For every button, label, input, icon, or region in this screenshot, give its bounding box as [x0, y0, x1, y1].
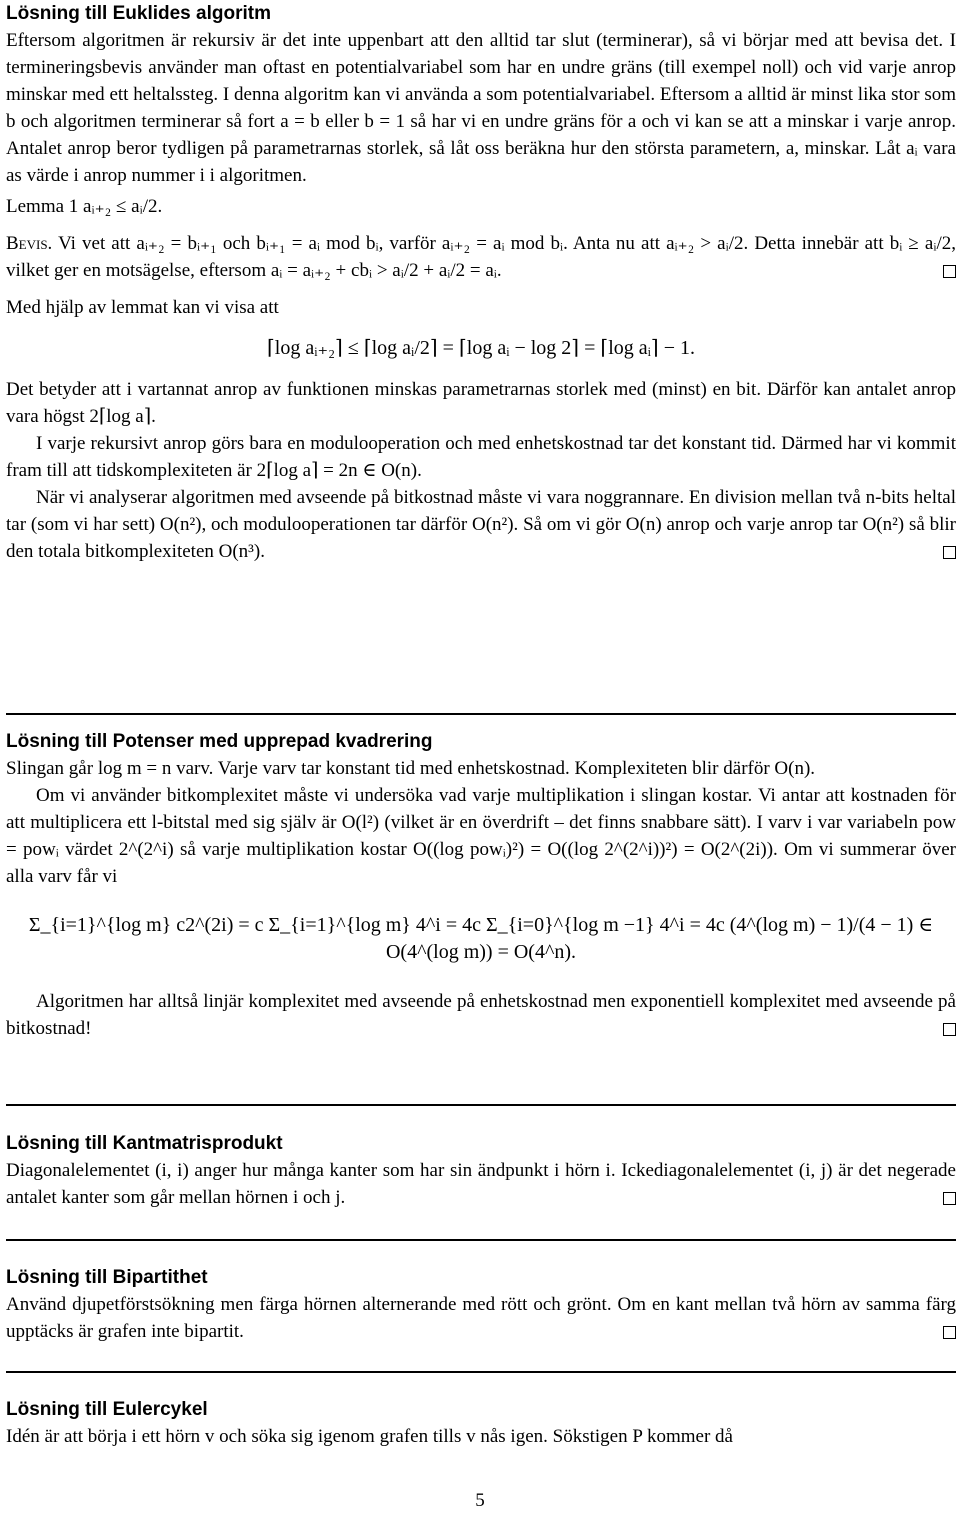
section-title: Lösning till Bipartithet [6, 1267, 208, 1288]
section-title: Lösning till Euklides algoritm [6, 3, 271, 24]
section-eulercykel [6, 1396, 956, 1450]
separator [6, 1371, 956, 1373]
section-title: Lösning till Potenser med upprepad kvadrering [6, 731, 433, 752]
qed-icon [943, 1192, 956, 1205]
paragraph-text: Använd djupetförstsökning men färga hörnen alternerande med rött och grönt. Om en kant mellan två hörn av samma färg upptäcks är grafen inte bipartit. [6, 1294, 956, 1342]
paragraph-text: När vi analyserar algoritmen med avseende på bitkostnad måste vi vara noggrannare. En division mellan två n-bits heltal tar (som vi har sett) O(n²), och modulooperationen tar därför O(n²). Så om vi gör O(n) anrop och varje anrop tar O(n²) så blir den totala bitkomplexiteten O(n³). [6, 487, 956, 562]
paragraph [6, 484, 956, 565]
section-title: Lösning till Kantmatrisprodukt [6, 1133, 283, 1154]
lemma: Lemma 1 aᵢ₊₂ ≤ aᵢ/2. [6, 196, 163, 217]
section-title: Lösning till Eulercykel [6, 1399, 208, 1420]
section-potenser [6, 728, 956, 1042]
qed-icon [943, 1326, 956, 1339]
paragraph: Med hjälp av lemmat kan vi visa att [6, 297, 279, 318]
paragraph: I varje rekursivt anrop görs bara en modulooperation och med enhetskostnad tar det konstant tid. Därmed har vi kommit fram till att tidskomplexiteten är 2⌈log a⌉ = 2n ∈ O(n). [6, 433, 956, 481]
qed-icon [943, 546, 956, 559]
qed-icon [943, 265, 956, 278]
paragraph: Det betyder att i vartannat anrop av funktionen minskas parametrarnas storlek med (minst) en bit. Därför kan antalet anrop vara högst 2⌈log a⌉. [6, 379, 956, 427]
section-bipartithet [6, 1264, 956, 1345]
paragraph [6, 1157, 956, 1211]
paragraph: Idén är att börja i ett hörn v och söka sig igenom grafen tills v nås igen. Sökstigen P kommer då [6, 1426, 733, 1447]
separator [6, 1104, 956, 1106]
equation: Σ_{i=1}^{log m} c2^(2i) = c Σ_{i=1}^{log m} 4^i = 4c Σ_{i=0}^{log m −1} 4^i = 4c (4^(log m) − 1)/(4 − 1) ∈ O(4^(log m)) = O(4^n). [28, 914, 934, 963]
proof-text: Vi vet att aᵢ₊₂ = bᵢ₊₁ och bᵢ₊₁ = aᵢ mod bᵢ, varför aᵢ₊₂ = aᵢ mod bᵢ. Anta nu att aᵢ₊₂ > aᵢ/2. Detta innebär att bᵢ ≥ aᵢ/2, vilket ger en motsägelse, eftersom aᵢ = aᵢ₊₂ + cbᵢ > aᵢ/2 + aᵢ/2 = aᵢ. [6, 233, 956, 281]
paragraph: Eftersom algoritmen är rekursiv är det inte uppenbart att den alltid tar slut (terminerar), så vi börjar med att bevisa det. I termineringsbevis använder man oftast en potentialvariabel som har en undre gräns (till exempel noll) och vid varje anrop minskar med ett heltalssteg. I denna algoritm kan vi använda a som potentialvariabel. Eftersom a alltid är minst lika stor som b och algoritmen terminerar så fort a = b eller b = 1 så har vi en undre gräns för a och vi kan se att a minskar i varje anrop. Antalet anrop beror tydligen på parametrarnas storlek, så låt oss beräkna hur den största parametern, a, minskar. Låt aᵢ vara as värde i anrop nummer i i algoritmen. [6, 30, 956, 186]
equation: ⌈log aᵢ₊₂⌉ ≤ ⌈log aᵢ/2⌉ = ⌈log aᵢ − log 2⌉ = ⌈log aᵢ⌉ − 1. [267, 337, 695, 359]
section-euklides [6, 0, 956, 565]
separator [6, 713, 956, 715]
paragraph-text: Diagonalelementet (i, i) anger hur många kanter som har sin ändpunkt i hörn i. Ickediagonalelementet (i, j) är det negerade antalet kanter som går mellan hörnen i och j. [6, 1160, 956, 1208]
qed-icon [943, 1023, 956, 1036]
paragraph-text: Algoritmen har alltså linjär komplexitet med avseende på enhetskostnad men exponentiell komplexitet med avseende på bitkostnad! [6, 991, 956, 1039]
paragraph [6, 988, 956, 1042]
separator [6, 1239, 956, 1241]
paragraph: Om vi använder bitkomplexitet måste vi undersöka vad varje multiplikation i slingan kostar. Vi antar att kostnaden för att multiplicera ett l-bitstal med sig själv är O(l²) (vilket är en överdrift – det finns snabbare sätt). I varv i var variabeln pow = powᵢ värdet 2^(2^i) så varje multiplikation kostar O((log powᵢ)²) = O((log 2^(2^i))²) = O(2^(2i)). Om vi summerar över alla varv får vi [6, 785, 956, 887]
section-kantmatris [6, 1130, 956, 1211]
paragraph: Slingan går log m = n varv. Varje varv tar konstant tid med enhetskostnad. Komplexiteten blir därför O(n). [6, 758, 816, 779]
paragraph [6, 1291, 956, 1345]
proof-label: Bevis. [6, 233, 53, 254]
page-number: 5 [475, 1490, 485, 1511]
proof [6, 230, 956, 284]
